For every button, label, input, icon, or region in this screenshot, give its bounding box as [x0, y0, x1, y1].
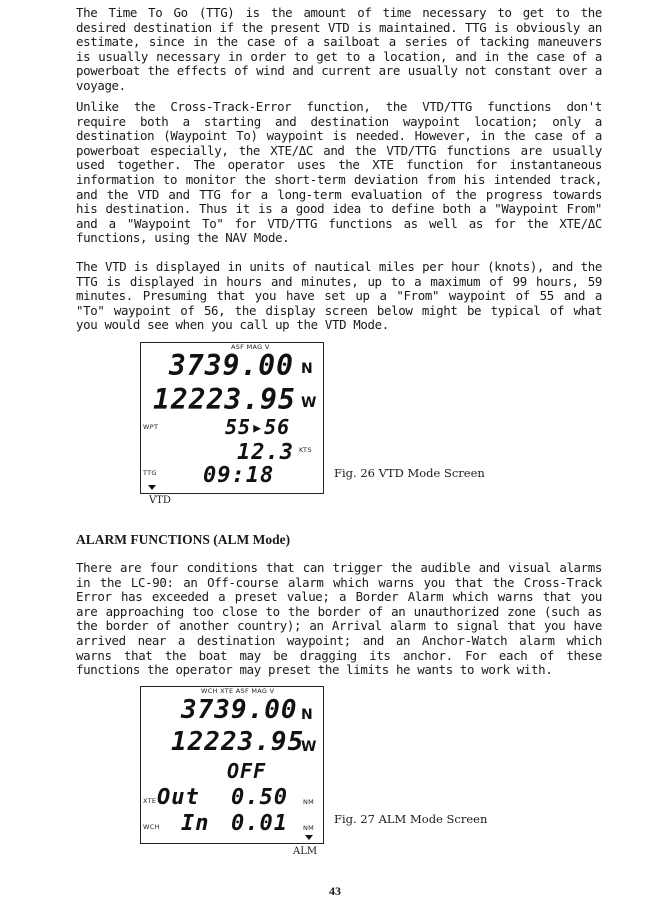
waypoint-readout: 55▸56	[225, 415, 291, 439]
ttg-readout: 09:18	[203, 463, 275, 488]
ttg-label: TTG	[143, 469, 157, 477]
xte-alarm-value: 0.50	[231, 785, 288, 810]
xte-label: XTE	[143, 797, 157, 805]
wch-alarm-value: 0.01	[231, 811, 288, 836]
vtd-mode-label: VTD	[149, 495, 171, 506]
paragraph-alarm-functions: There are four conditions that can trigger the audible and visual alarms in the LC-90: an Off-course alarm which warns you that the Cross-Track Error has exceeded a preset value; a Border Alarm which warns that you are approaching too close to the border of an unauthorized zone (such as the border of another country); an Arrival alarm to signal that you have arrived near a destination waypoint; and an Anchor-Watch alarm which warns that the boat may be dragging its anchor. For each of these functions the operator may preset the limits he wants to work with.	[76, 560, 602, 678]
alarm-status-readout: OFF	[227, 759, 267, 783]
speed-readout: 12.3	[237, 440, 294, 465]
wch-unit: NM	[303, 824, 315, 832]
paragraph-ttg: The Time To Go (TTG) is the amount of time necessary to get to the desired destination if the present VTD is maintained. TTG is obviously an estimate, since in the case of a sailboat a series of tacking maneuvers is usually necessary in order to get to a location, and in the case of a powerboat the effects of wind and current are usually not constant over a voyage.	[76, 5, 602, 93]
alarm-functions-heading: ALARM FUNCTIONS (ALM Mode)	[76, 532, 291, 547]
xte-unit: NM	[303, 798, 315, 806]
latitude-readout: 3739.00	[169, 349, 295, 382]
lcd-top-labels: ASF MAG V	[231, 343, 270, 351]
lcd-top-labels: WCH XTE ASF MAG V	[201, 687, 275, 695]
mode-arrow-icon	[305, 835, 313, 840]
page-number: 43	[329, 884, 341, 898]
alm-mode-label: ALM	[293, 846, 318, 857]
fig27-caption: Fig. 27 ALM Mode Screen	[334, 812, 488, 826]
paragraph-vtd-display: The VTD is displayed in units of nautical miles per hour (knots), and the TTG is displayed in hours and minutes, up to a maximum of 99 hours, 59 minutes. Presuming that you have set up a "From" waypoint of 55 and a "To" waypoint of 56, the display screen below might be typical of what you would see when you call up the VTD Mode.	[76, 259, 602, 333]
mode-arrow-icon	[148, 485, 156, 490]
longitude-hemisphere: W	[301, 395, 317, 411]
vtd-lcd-screen	[140, 342, 324, 494]
wpt-label: WPT	[143, 423, 159, 431]
alm-lcd-screen	[140, 686, 324, 844]
latitude-hemisphere: N	[301, 361, 313, 377]
longitude-readout: 12223.95	[171, 727, 305, 757]
longitude-hemisphere: W	[301, 739, 317, 755]
xte-alarm-state: Out	[157, 785, 200, 810]
wch-alarm-state: In	[181, 811, 210, 836]
latitude-readout: 3739.00	[181, 695, 298, 725]
paragraph-vtd-ttg-usage: Unlike the Cross-Track-Error function, the VTD/TTG functions don't require both a starting and destination waypoint location; only a destination (Waypoint To) waypoint is needed. However, in the case of a powerboat especially, the XTE/ΔC and the VTD/TTG functions are usually used together. The operator uses the XTE function for instantaneous information to monitor the short-term deviation from his intended track, and the VTD and TTG for a long-term evaluation of the progress towards his destination. Thus it is a good idea to define both a "Waypoint From" and a "Waypoint To" for VTD/TTG functions as well as for the XTE/ΔC functions, using the NAV Mode.	[76, 99, 602, 246]
speed-unit: KTS	[299, 446, 312, 454]
wch-label: WCH	[143, 823, 160, 831]
longitude-readout: 12223.95	[153, 383, 296, 416]
fig26-caption: Fig. 26 VTD Mode Screen	[334, 466, 485, 480]
latitude-hemisphere: N	[301, 707, 313, 723]
